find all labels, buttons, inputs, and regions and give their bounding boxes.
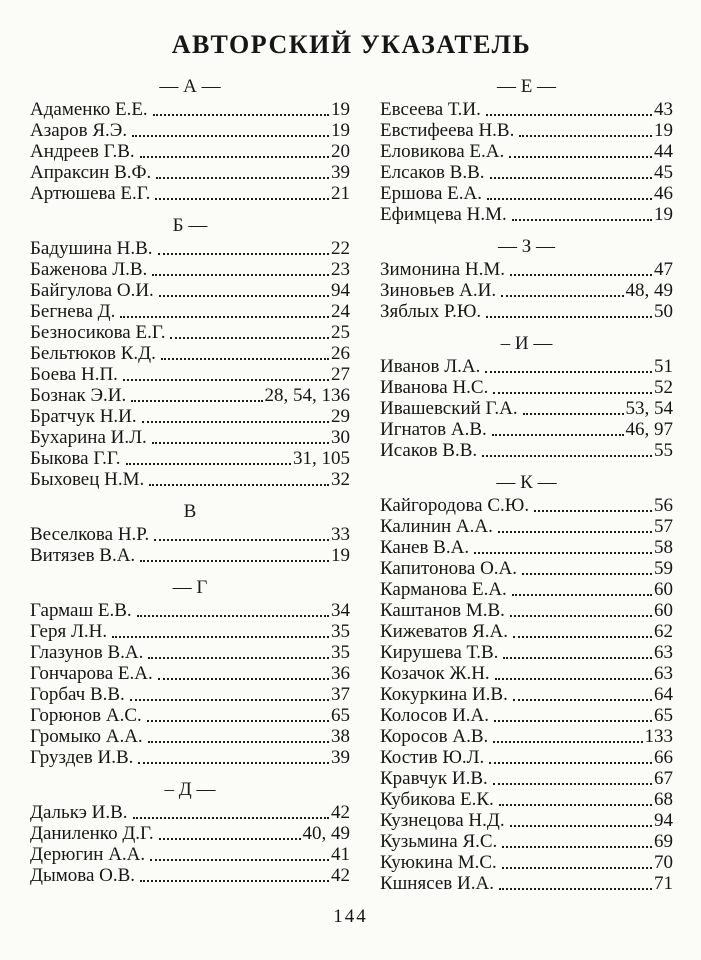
- dot-leader: [152, 274, 329, 276]
- entry-name: Капитонова О.А.: [380, 558, 518, 579]
- entry-pages: 42: [331, 802, 350, 823]
- entry-name: Горбач В.В.: [30, 684, 125, 705]
- entry-pages: 59: [654, 558, 673, 579]
- index-entry: [380, 301, 673, 322]
- entry-name: Ивашевский Г.А.: [380, 398, 518, 419]
- entry-name: Груздев И.В.: [30, 747, 134, 768]
- entry-pages: 133: [644, 726, 673, 747]
- entry-pages: 31, 105: [293, 448, 350, 469]
- index-entry: [30, 726, 350, 747]
- entry-name: Горюнов А.С.: [30, 705, 142, 726]
- index-entry: [380, 419, 673, 440]
- entry-pages: 45: [654, 162, 673, 183]
- entry-name: Иванов Л.А.: [380, 356, 481, 377]
- entry-name: Безносикова Е.Г.: [30, 322, 166, 343]
- index-section: [30, 213, 350, 490]
- entry-pages: 57: [654, 516, 673, 537]
- entry-name: Кокуркина И.В.: [380, 684, 508, 705]
- index-entry: [30, 406, 350, 427]
- entry-pages: 34: [331, 600, 350, 621]
- index-entry: [380, 120, 673, 141]
- entry-pages: 28, 54, 136: [264, 385, 350, 406]
- dot-leader: [510, 274, 652, 276]
- entry-name: Коросов А.В.: [380, 726, 489, 747]
- index-entry: [380, 204, 673, 225]
- index-section: [380, 331, 673, 461]
- entry-pages: 60: [654, 579, 673, 600]
- section-heading: В: [183, 501, 197, 522]
- index-entry: [30, 684, 350, 705]
- index-entry: [380, 280, 673, 301]
- index-entry: [30, 747, 350, 768]
- section-heading: Б —: [172, 215, 208, 236]
- dot-leader: [486, 114, 652, 116]
- index-entry: [30, 322, 350, 343]
- index-entry: [30, 448, 350, 469]
- entry-pages: 63: [654, 642, 673, 663]
- dot-leader: [494, 720, 652, 722]
- entry-name: Геря Л.Н.: [30, 621, 108, 642]
- section-heading: – И —: [500, 333, 553, 354]
- entry-pages: 39: [331, 747, 350, 768]
- entry-name: Баженова Л.В.: [30, 259, 148, 280]
- entry-pages: 69: [654, 831, 673, 852]
- entry-pages: 26: [331, 343, 350, 364]
- entry-name: Кайгородова С.Ю.: [380, 495, 530, 516]
- index-entry: [30, 865, 350, 886]
- entry-name: Гончарова Е.А.: [30, 663, 153, 684]
- entry-pages: 42: [331, 865, 350, 886]
- entry-name: Евстифеева Н.В.: [380, 120, 515, 141]
- section-heading: – Д —: [164, 779, 216, 800]
- entry-pages: 33: [331, 524, 350, 545]
- entry-pages: 35: [331, 642, 350, 663]
- dot-leader: [112, 636, 329, 638]
- entry-pages: 65: [654, 705, 673, 726]
- entry-pages: 41: [331, 844, 350, 865]
- entry-pages: 94: [654, 810, 673, 831]
- dot-leader: [140, 560, 329, 562]
- entry-name: Глазунов В.А.: [30, 642, 144, 663]
- index-entry: [30, 364, 350, 385]
- index-entry: [380, 99, 673, 120]
- index-entry: [380, 642, 673, 663]
- entry-pages: 38: [331, 726, 350, 747]
- entry-name: Кирушева Т.В.: [380, 642, 499, 663]
- entry-pages: 56: [654, 495, 673, 516]
- entry-name: Кшнясев И.А.: [380, 873, 494, 894]
- entry-pages: 21: [331, 183, 350, 204]
- index-entry: [380, 558, 673, 579]
- index-entry: [380, 705, 673, 726]
- dot-leader: [513, 699, 652, 701]
- dot-leader: [138, 762, 329, 764]
- dot-leader: [148, 741, 329, 743]
- entry-pages: 53, 54: [625, 398, 673, 419]
- entry-pages: 32: [331, 469, 350, 490]
- index-entry: [30, 844, 350, 865]
- dot-leader: [510, 825, 652, 827]
- dot-leader: [512, 594, 652, 596]
- entry-name: Апраксин В.Ф.: [30, 162, 152, 183]
- entry-pages: 64: [654, 684, 673, 705]
- entry-name: Даниленко Д.Г.: [30, 823, 154, 844]
- index-entry: [30, 802, 350, 823]
- entry-name: Колосов И.А.: [380, 705, 490, 726]
- dot-leader: [499, 804, 652, 806]
- dot-leader: [159, 838, 301, 840]
- entry-pages: 19: [331, 545, 350, 566]
- dot-leader: [489, 762, 652, 764]
- index-entry: [30, 343, 350, 364]
- entry-pages: 71: [654, 873, 673, 894]
- section-heading: — Е —: [496, 76, 557, 97]
- dot-leader: [493, 392, 652, 394]
- entry-name: Бегнева Д.: [30, 301, 116, 322]
- dot-leader: [150, 859, 329, 861]
- entry-pages: 30: [331, 427, 350, 448]
- index-entry: [380, 356, 673, 377]
- dot-leader: [503, 657, 652, 659]
- dot-leader: [493, 783, 652, 785]
- entry-name: Исаков В.В.: [380, 440, 478, 461]
- index-column-right: [380, 74, 673, 903]
- index-entry: [380, 873, 673, 894]
- dot-leader: [159, 295, 329, 297]
- index-entry: [30, 427, 350, 448]
- dot-leader: [498, 531, 652, 533]
- page-number: 144: [333, 906, 368, 927]
- dot-leader: [158, 678, 329, 680]
- dot-leader: [482, 455, 652, 457]
- entry-name: Козачок Ж.Н.: [380, 663, 490, 684]
- index-entry: [380, 162, 673, 183]
- entry-pages: 94: [331, 280, 350, 301]
- index-section: [380, 470, 673, 894]
- dot-leader: [487, 198, 652, 200]
- entry-pages: 52: [654, 377, 673, 398]
- dot-leader: [153, 114, 329, 116]
- section-heading: — К —: [496, 472, 557, 493]
- dot-leader: [147, 720, 329, 722]
- entry-pages: 55: [654, 440, 673, 461]
- entry-name: Канев В.А.: [380, 537, 470, 558]
- index-entry: [30, 280, 350, 301]
- entry-name: Кузнецова Н.Д.: [380, 810, 505, 831]
- index-entry: [380, 398, 673, 419]
- entry-pages: 20: [331, 141, 350, 162]
- entry-name: Иванова Н.С.: [380, 377, 489, 398]
- dot-leader: [490, 177, 652, 179]
- entry-pages: 19: [654, 204, 673, 225]
- index-entry: [380, 663, 673, 684]
- entry-name: Быховец Н.М.: [30, 469, 145, 490]
- index-section: [30, 74, 350, 204]
- dot-leader: [155, 198, 329, 200]
- index-entry: [30, 642, 350, 663]
- entry-pages: 44: [654, 141, 673, 162]
- entry-pages: 50: [654, 301, 673, 322]
- index-entry: [30, 524, 350, 545]
- dot-leader: [154, 539, 329, 541]
- entry-pages: 22: [331, 238, 350, 259]
- section-heading: — Г: [172, 577, 208, 598]
- dot-leader: [486, 316, 652, 318]
- index-entry: [380, 852, 673, 873]
- entry-pages: 29: [331, 406, 350, 427]
- index-entry: [380, 684, 673, 705]
- entry-pages: 19: [331, 120, 350, 141]
- entry-name: Братчук Н.И.: [30, 406, 137, 427]
- dot-leader: [523, 413, 624, 415]
- entry-name: Боева Н.П.: [30, 364, 118, 385]
- index-entry: [30, 663, 350, 684]
- dot-leader: [133, 817, 330, 819]
- entry-name: Бухарина И.Л.: [30, 427, 147, 448]
- entry-name: Быкова Г.Г.: [30, 448, 121, 469]
- entry-name: Далькэ И.В.: [30, 802, 128, 823]
- entry-pages: 47: [654, 259, 673, 280]
- index-section: [380, 74, 673, 225]
- index-entry: [380, 579, 673, 600]
- entry-name: Еловикова Е.А.: [380, 141, 505, 162]
- index-entry: [30, 120, 350, 141]
- index-entry: [30, 469, 350, 490]
- dot-leader: [149, 484, 329, 486]
- entry-pages: 62: [654, 621, 673, 642]
- dot-leader: [152, 442, 329, 444]
- index-entry: [30, 141, 350, 162]
- entry-name: Бадушина Н.В.: [30, 238, 153, 259]
- dot-leader: [522, 573, 652, 575]
- index-entry: [380, 600, 673, 621]
- index-entry: [30, 705, 350, 726]
- index-entry: [30, 545, 350, 566]
- dot-leader: [140, 880, 329, 882]
- entry-name: Бельтюков К.Д.: [30, 343, 156, 364]
- dot-leader: [148, 657, 329, 659]
- index-entry: [380, 495, 673, 516]
- dot-leader: [519, 135, 652, 137]
- entry-name: Игнатов А.В.: [380, 419, 487, 440]
- dot-leader: [513, 636, 652, 638]
- entry-pages: 19: [654, 120, 673, 141]
- index-entry: [30, 162, 350, 183]
- index-entry: [30, 621, 350, 642]
- entry-name: Бознак Э.И.: [30, 385, 127, 406]
- index-entry: [380, 831, 673, 852]
- dot-leader: [130, 699, 329, 701]
- dot-leader: [131, 400, 262, 402]
- entry-name: Евсеева Т.И.: [380, 99, 481, 120]
- entry-pages: 63: [654, 663, 673, 684]
- entry-name: Зяблых Р.Ю.: [380, 301, 482, 322]
- entry-pages: 39: [331, 162, 350, 183]
- entry-name: Кижеватов Я.А.: [380, 621, 508, 642]
- entry-name: Ефимцева Н.М.: [380, 204, 507, 225]
- dot-leader: [474, 552, 652, 554]
- entry-name: Кравчук И.В.: [380, 768, 488, 789]
- index-entry: [380, 259, 673, 280]
- entry-pages: 66: [654, 747, 673, 768]
- index-section: [30, 499, 350, 566]
- entry-name: Адаменко Е.Е.: [30, 99, 148, 120]
- entry-name: Карманова Е.А.: [380, 579, 507, 600]
- entry-name: Кубикова Е.К.: [380, 789, 494, 810]
- dot-leader: [140, 156, 329, 158]
- entry-pages: 37: [331, 684, 350, 705]
- dot-leader: [123, 379, 329, 381]
- index-entry: [380, 537, 673, 558]
- entry-name: Веселкова Н.Р.: [30, 524, 150, 545]
- dot-leader: [132, 135, 329, 137]
- index-section: [30, 777, 350, 886]
- dot-leader: [158, 253, 329, 255]
- entry-name: Каштанов М.В.: [380, 600, 505, 621]
- entry-name: Витязев В.А.: [30, 545, 136, 566]
- entry-name: Азаров Я.Э.: [30, 120, 128, 141]
- entry-name: Байгулова О.И.: [30, 280, 154, 301]
- dot-leader: [485, 371, 652, 373]
- entry-name: Андреев Г.В.: [30, 141, 135, 162]
- dot-leader: [512, 219, 652, 221]
- entry-name: Дерюгин А.А.: [30, 844, 146, 865]
- index-entry: [380, 377, 673, 398]
- entry-pages: 58: [654, 537, 673, 558]
- section-heading: — А —: [159, 76, 221, 97]
- entry-pages: 68: [654, 789, 673, 810]
- index-column-left: [30, 74, 350, 903]
- entry-pages: 19: [331, 99, 350, 120]
- index-entry: [30, 823, 350, 844]
- index-section: [380, 234, 673, 322]
- entry-pages: 70: [654, 852, 673, 873]
- entry-pages: 43: [654, 99, 673, 120]
- dot-leader: [534, 510, 652, 512]
- index-entry: [30, 385, 350, 406]
- entry-name: Гармаш Е.В.: [30, 600, 132, 621]
- index-entry: [380, 141, 673, 162]
- index-entry: [30, 259, 350, 280]
- index-entry: [30, 99, 350, 120]
- dot-leader: [161, 358, 329, 360]
- dot-leader: [170, 337, 329, 339]
- index-entry: [380, 726, 673, 747]
- entry-name: Зимонина Н.М.: [380, 259, 506, 280]
- index-entry: [380, 747, 673, 768]
- entry-pages: 65: [331, 705, 350, 726]
- entry-pages: 46, 97: [625, 419, 673, 440]
- index-entry: [380, 621, 673, 642]
- dot-leader: [502, 846, 652, 848]
- dot-leader: [510, 615, 652, 617]
- dot-leader: [493, 741, 642, 743]
- entry-name: Дымова О.В.: [30, 865, 136, 886]
- index-entry: [380, 810, 673, 831]
- entry-pages: 60: [654, 600, 673, 621]
- index-section: [30, 575, 350, 768]
- index-entry: [380, 768, 673, 789]
- entry-pages: 67: [654, 768, 673, 789]
- index-entry: [30, 600, 350, 621]
- index-entry: [30, 301, 350, 322]
- entry-name: Елсаков В.В.: [380, 162, 485, 183]
- page-title: АВТОРСКИЙ УКАЗАТЕЛЬ: [171, 30, 532, 59]
- entry-pages: 48, 49: [625, 280, 673, 301]
- entry-pages: 35: [331, 621, 350, 642]
- index-entry: [380, 516, 673, 537]
- dot-leader: [495, 678, 652, 680]
- dot-leader: [499, 888, 652, 890]
- entry-pages: 25: [331, 322, 350, 343]
- entry-name: Костив Ю.Л.: [380, 747, 485, 768]
- entry-name: Ершова Е.А.: [380, 183, 482, 204]
- entry-name: Громыко А.А.: [30, 726, 143, 747]
- entry-name: Куюкина М.С.: [380, 852, 497, 873]
- entry-name: Калинин А.А.: [380, 516, 493, 537]
- dot-leader: [492, 434, 624, 436]
- index-entry: [30, 183, 350, 204]
- dot-leader: [502, 867, 652, 869]
- index-columns: [30, 74, 673, 903]
- index-entry: [380, 789, 673, 810]
- index-entry: [30, 238, 350, 259]
- dot-leader: [126, 463, 291, 465]
- index-entry: [380, 440, 673, 461]
- dot-leader: [509, 156, 652, 158]
- entry-pages: 23: [331, 259, 350, 280]
- dot-leader: [156, 177, 329, 179]
- entry-pages: 40, 49: [302, 823, 350, 844]
- dot-leader: [120, 316, 329, 318]
- section-heading: — З —: [497, 236, 556, 257]
- dot-leader: [142, 421, 329, 423]
- entry-name: Артюшева Е.Г.: [30, 183, 151, 204]
- entry-name: Кузьмина Я.С.: [380, 831, 498, 852]
- entry-pages: 27: [331, 364, 350, 385]
- index-entry: [380, 183, 673, 204]
- dot-leader: [501, 295, 623, 297]
- entry-pages: 36: [331, 663, 350, 684]
- dot-leader: [137, 615, 329, 617]
- entry-name: Зиновьев А.И.: [380, 280, 497, 301]
- entry-pages: 46: [654, 183, 673, 204]
- entry-pages: 24: [331, 301, 350, 322]
- entry-pages: 51: [654, 356, 673, 377]
